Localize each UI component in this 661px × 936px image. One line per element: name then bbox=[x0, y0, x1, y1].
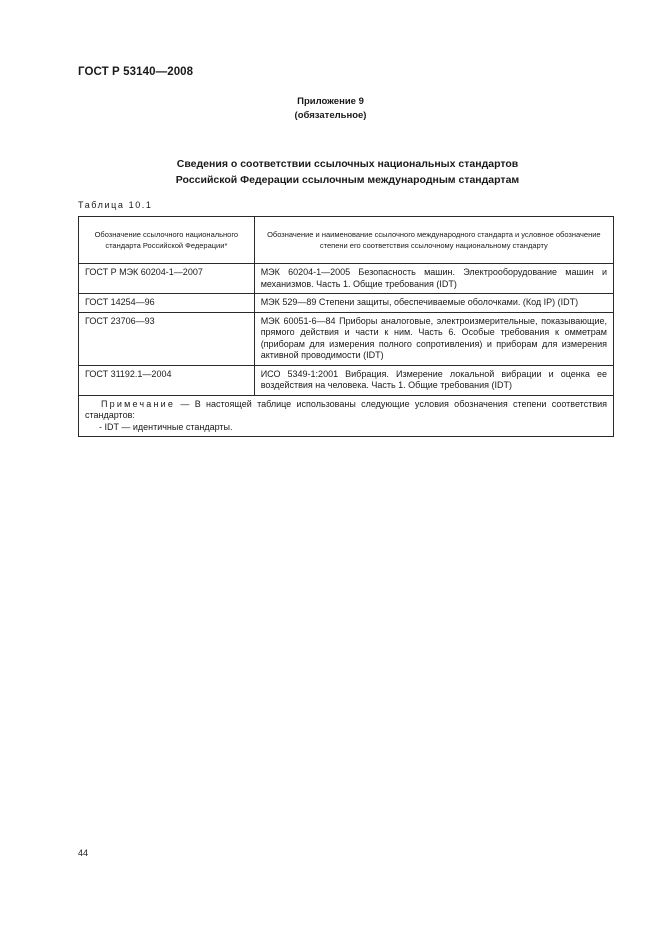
international-standard: МЭК 60204-1—2005 Безопасность машин. Электрооборудование машин и механизмов. Часть 1. Общие требования (IDT) bbox=[254, 264, 613, 294]
national-standard: ГОСТ 23706—93 bbox=[79, 312, 255, 365]
table-row bbox=[79, 365, 614, 395]
appendix-heading bbox=[0, 95, 661, 123]
national-standard: ГОСТ Р МЭК 60204-1—2007 bbox=[79, 264, 255, 294]
note-label: Примечание bbox=[101, 398, 176, 409]
header-international: Обозначение и наименование ссылочного международного стандарта и условное обозначение степени его соответствия ссылочному национальному стандарту bbox=[254, 217, 613, 264]
international-standard: МЭК 60051-6—84 Приборы аналоговые, электроизмерительные, показывающие, прямого действия и части к ним. Часть 6. Особые требования к омметрам (приборам для измерения полного сопротивления) и приборам для измерения активной проводимости (IDT) bbox=[254, 312, 613, 365]
appendix-status: (обязательное) bbox=[294, 110, 367, 121]
table-row bbox=[79, 294, 614, 313]
table-row bbox=[79, 264, 614, 294]
table-label: Таблица 10.1 bbox=[78, 200, 153, 210]
section-title bbox=[0, 156, 661, 188]
table-row bbox=[79, 312, 614, 365]
section-title-line2: Российской Федерации ссылочным международным стандартам bbox=[175, 174, 520, 186]
national-standard: ГОСТ 31192.1—2004 bbox=[79, 365, 255, 395]
international-standard: ИСО 5349-1:2001 Вибрация. Измерение локальной вибрации и оценка ее воздействия на человека. Часть 1. Общие требования (IDT) bbox=[254, 365, 613, 395]
table-note-row bbox=[79, 395, 614, 437]
header-national: Обозначение ссылочного национального стандарта Российской Федерации* bbox=[79, 217, 255, 264]
national-standard: ГОСТ 14254—96 bbox=[79, 294, 255, 313]
section-title-line1: Сведения о соответствии ссылочных национальных стандартов bbox=[176, 158, 519, 170]
international-standard: МЭК 529—89 Степени защиты, обеспечиваемые оболочками. (Код IP) (IDT) bbox=[254, 294, 613, 313]
page-number: 44 bbox=[78, 848, 89, 858]
note-text: — В настоящей таблице использованы следующие условия обозначения степени соответствия стандартов: bbox=[85, 398, 607, 420]
document-id: ГОСТ Р 53140—2008 bbox=[78, 66, 194, 78]
table-note bbox=[79, 395, 614, 437]
note-item: - IDT — идентичные стандарты. bbox=[99, 421, 233, 432]
standards-table bbox=[78, 216, 614, 437]
appendix-title: Приложение 9 bbox=[297, 96, 364, 107]
table-header-row bbox=[79, 217, 614, 264]
